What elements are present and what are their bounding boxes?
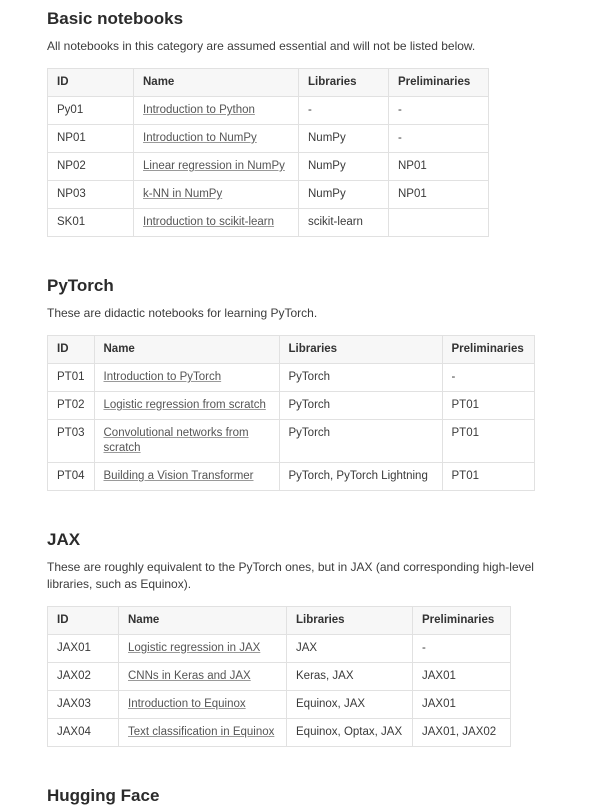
table-header-row <box>48 336 535 364</box>
table-row <box>48 420 535 463</box>
cell-id: NP02 <box>48 153 134 181</box>
cell-preliminaries: - <box>389 97 489 125</box>
section-hugging-face <box>47 785 564 807</box>
column-header-name: Name <box>134 69 299 97</box>
notebook-link[interactable]: Introduction to Equinox <box>128 698 246 710</box>
cell-preliminaries: JAX01, JAX02 <box>413 719 511 747</box>
cell-name <box>119 635 287 663</box>
cell-id: PT01 <box>48 364 95 392</box>
table-row <box>48 97 489 125</box>
table-row <box>48 153 489 181</box>
cell-name <box>94 420 279 463</box>
cell-preliminaries: NP01 <box>389 153 489 181</box>
notebook-link[interactable]: Introduction to Python <box>143 104 255 116</box>
cell-name <box>94 364 279 392</box>
cell-libraries: NumPy <box>299 181 389 209</box>
cell-libraries: Equinox, Optax, JAX <box>287 719 413 747</box>
cell-id: JAX03 <box>48 691 119 719</box>
section-description: All notebooks in this category are assumed essential and will not be listed below. <box>47 39 476 53</box>
notebook-link[interactable]: Introduction to scikit-learn <box>143 216 275 228</box>
table-row <box>48 364 535 392</box>
cell-preliminaries <box>389 209 489 237</box>
column-header-preliminaries: Preliminaries <box>442 336 534 364</box>
section-basic-notebooks <box>47 8 564 237</box>
notebook-link[interactable]: Building a Vision Transformer <box>103 470 254 482</box>
column-header-libraries: Libraries <box>279 336 442 364</box>
cell-preliminaries: - <box>413 635 511 663</box>
column-header-name: Name <box>94 336 279 364</box>
section-jax <box>47 529 564 747</box>
cell-id: SK01 <box>48 209 134 237</box>
section-description: These are didactic notebooks for learning PyTorch. <box>47 306 318 320</box>
table-row <box>48 691 511 719</box>
notebook-link[interactable]: Linear regression in NumPy <box>143 160 285 172</box>
cell-libraries: NumPy <box>299 125 389 153</box>
column-header-name: Name <box>119 607 287 635</box>
cell-libraries: scikit-learn <box>299 209 389 237</box>
cell-preliminaries: NP01 <box>389 181 489 209</box>
cell-name <box>119 691 287 719</box>
cell-preliminaries: JAX01 <box>413 691 511 719</box>
cell-preliminaries: - <box>389 125 489 153</box>
column-header-id: ID <box>48 607 119 635</box>
notebook-link[interactable]: Introduction to NumPy <box>143 132 257 144</box>
cell-name <box>119 663 287 691</box>
column-header-id: ID <box>48 69 134 97</box>
table-header-row <box>48 607 511 635</box>
column-header-id: ID <box>48 336 95 364</box>
cell-preliminaries: - <box>442 364 534 392</box>
table-header-row <box>48 69 489 97</box>
cell-name <box>134 97 299 125</box>
notebook-link[interactable]: k-NN in NumPy <box>143 188 223 200</box>
cell-id: NP03 <box>48 181 134 209</box>
cell-id: PT03 <box>48 420 95 463</box>
cell-id: JAX02 <box>48 663 119 691</box>
cell-preliminaries: PT01 <box>442 420 534 463</box>
section-description: These are roughly equivalent to the PyTorch ones, but in JAX (and corresponding high-level libraries, such as Equinox). <box>47 560 534 591</box>
column-header-preliminaries: Preliminaries <box>413 607 511 635</box>
cell-id: NP01 <box>48 125 134 153</box>
section-heading-jax: JAX <box>47 530 81 549</box>
notebook-link[interactable]: Logistic regression in JAX <box>128 642 261 654</box>
cell-libraries: PyTorch <box>279 420 442 463</box>
table-row <box>48 463 535 491</box>
section-heading-hugging-face: Hugging Face <box>47 786 160 805</box>
cell-preliminaries: PT01 <box>442 392 534 420</box>
pytorch-table <box>47 335 535 491</box>
cell-preliminaries: JAX01 <box>413 663 511 691</box>
column-header-libraries: Libraries <box>287 607 413 635</box>
section-pytorch <box>47 275 564 491</box>
table-row <box>48 663 511 691</box>
cell-libraries: PyTorch <box>279 392 442 420</box>
table-row <box>48 635 511 663</box>
table-row <box>48 125 489 153</box>
column-header-libraries: Libraries <box>299 69 389 97</box>
notebook-link[interactable]: CNNs in Keras and JAX <box>128 670 251 682</box>
jax-table <box>47 606 511 747</box>
cell-libraries: PyTorch <box>279 364 442 392</box>
notebook-link[interactable]: Convolutional networks from scratch <box>103 427 249 454</box>
cell-libraries: - <box>299 97 389 125</box>
notebook-link[interactable]: Text classification in Equinox <box>128 726 275 738</box>
cell-id: Py01 <box>48 97 134 125</box>
cell-name <box>119 719 287 747</box>
table-row <box>48 209 489 237</box>
cell-libraries: NumPy <box>299 153 389 181</box>
notebook-link[interactable]: Logistic regression from scratch <box>103 399 266 411</box>
cell-name <box>134 153 299 181</box>
cell-name <box>134 125 299 153</box>
cell-id: PT04 <box>48 463 95 491</box>
cell-libraries: Equinox, JAX <box>287 691 413 719</box>
cell-libraries: Keras, JAX <box>287 663 413 691</box>
table-row <box>48 181 489 209</box>
column-header-preliminaries: Preliminaries <box>389 69 489 97</box>
cell-name <box>94 392 279 420</box>
cell-name <box>134 209 299 237</box>
basic-notebooks-table <box>47 68 489 237</box>
cell-preliminaries: PT01 <box>442 463 534 491</box>
cell-id: JAX04 <box>48 719 119 747</box>
cell-libraries: JAX <box>287 635 413 663</box>
cell-name <box>134 181 299 209</box>
section-heading-basic-notebooks: Basic notebooks <box>47 9 184 28</box>
table-row <box>48 719 511 747</box>
section-heading-pytorch: PyTorch <box>47 276 114 295</box>
table-row <box>48 392 535 420</box>
cell-libraries: PyTorch, PyTorch Lightning <box>279 463 442 491</box>
cell-id: JAX01 <box>48 635 119 663</box>
notebook-link[interactable]: Introduction to PyTorch <box>103 371 222 383</box>
cell-name <box>94 463 279 491</box>
cell-id: PT02 <box>48 392 95 420</box>
